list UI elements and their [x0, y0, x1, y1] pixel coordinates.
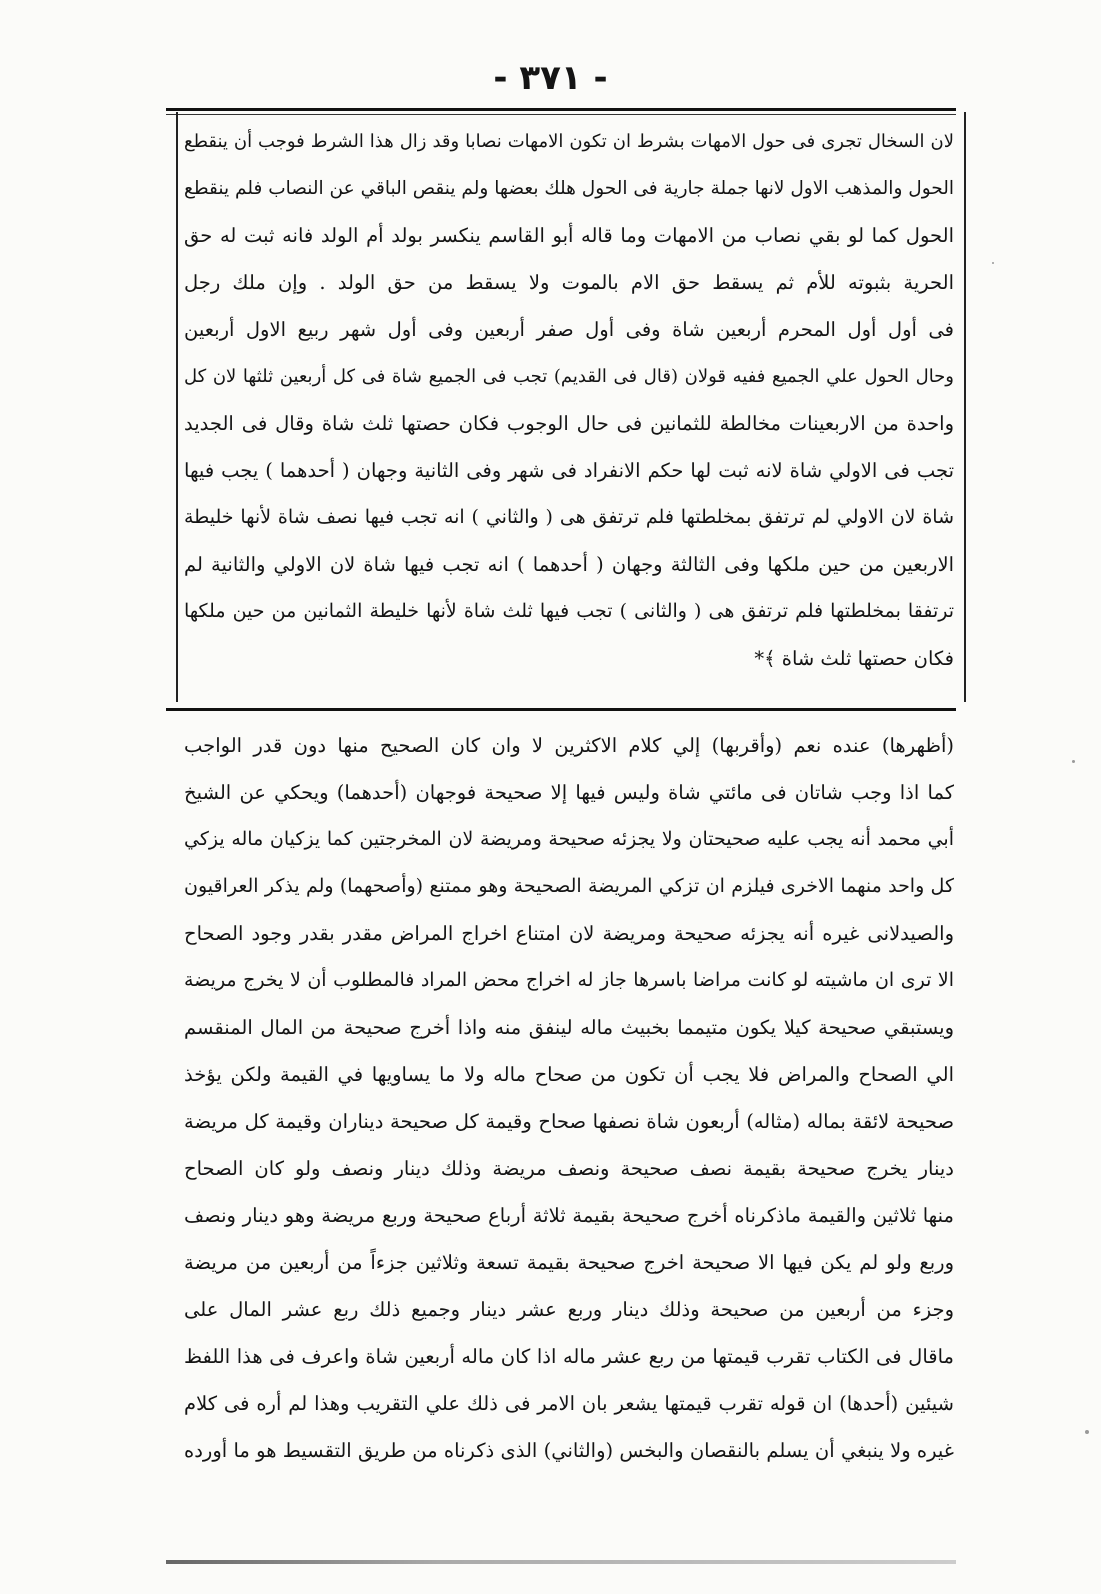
scan-speck	[992, 262, 994, 264]
commentary-line: منها ثلاثين والقيمة ماذكرناه أخرج صحيحة بقيمة ثلاثة أرباع صحيحة وربع مريضة وهو دينار ونصف	[184, 1204, 954, 1227]
commentary-line: وجزء من أربعين من صحيحة وذلك دينار وربع عشر دينار وجميع ذلك ربع عشر المال على	[184, 1298, 954, 1321]
main-text-line: الحول والمذهب الاول لانها جملة جارية فى الحول هلك بعضها ولم ينقص الباقي عن النصاب فلم ينقطع	[184, 178, 954, 199]
section-divider	[166, 708, 956, 711]
bottom-rule	[166, 1560, 956, 1564]
commentary-line: غيره ولا ينبغي أن يسلم بالنقصان والبخس (والثاني) الذى ذكرناه من طريق التقسيط هو ما أورده	[184, 1439, 954, 1462]
commentary-line: أبي محمد أنه يجب عليه صحيحتان ولا يجزئه صحيحة ومريضة لان المخرجتين كما يزكيان ماله يزكي	[184, 828, 954, 850]
scan-speck	[1072, 760, 1075, 763]
main-text-line: الحرية بثبوته للأم ثم يسقط حق الام بالموت ولا يسقط من حق الولد . وإن ملك رجل	[184, 271, 954, 294]
commentary-block	[184, 722, 954, 1474]
main-text-line: الاربعين من حين ملكها وفى الثالثة وجهان ( أحدهما ) انه تجب فيها شاة لان الاولي والثانية لم	[184, 553, 954, 576]
commentary-line: (أظهرها) عنده نعم (وأقربها) إلي كلام الاكثرين لا وان كان الصحيح منها دون قدر الواجب	[184, 734, 954, 757]
commentary-line: والصيدلانى غيره أنه يجزئه صحيحة ومريضة لان امتناع اخراج المراض مقدر بقدر وجود الصحاح	[184, 922, 954, 945]
main-text-block	[184, 118, 954, 682]
commentary-line: ماقال فى الكتاب تقرب قيمتها من ربع عشر ماله اذا كان ماله أربعين شاة واعرف فى هذا اللفظ	[184, 1345, 954, 1368]
commentary-line: ويستبقي صحيحة كيلا يكون متيمما بخبيث ماله لينفق منه واذا أخرج صحيحة من المال المنقسم	[184, 1016, 954, 1039]
main-text-line: الحول كما لو بقي نصاب من الامهات وما قاله أبو القاسم ينكسر بولد أم الولد فانه ثبت له حق	[184, 224, 954, 247]
commentary-line: الي الصحاح والمراض فلا يجب أن تكون من صحاح ماله ولا ما يساويها في القيمة ولكن يؤخذ	[184, 1063, 954, 1086]
main-text-line: شاة لان الاولي لم ترتفق بمخلطتها فلم ترتفق هى ( والثاني ) انه تجب فيها نصف شاة لأنها خليطة	[184, 506, 954, 528]
main-text-line: لان السخال تجرى فى حول الامهات بشرط ان تكون الامهات نصابا وقد زال هذا الشرط فوجب أن ينقطع	[184, 131, 954, 152]
commentary-line: شيئين (أحدها) ان قوله تقرب قيمتها يشعر بان الامر فى ذلك علي التقريب وهذا لم أره فى كلام	[184, 1392, 954, 1415]
commentary-line: كل واحد منهما الاخرى فيلزم ان تزكي المريضة الصحيحة وهو ممتنع (وأصحهما) ولم يذكر العراقيون	[184, 875, 954, 897]
commentary-line: دينار يخرج صحيحة بقيمة نصف صحيحة ونصف مريضة وذلك دينار ونصف ولو كان الصحاح	[184, 1157, 954, 1180]
main-text-line: وحال الحول علي الجميع ففيه قولان (قال فى القديم) تجب فى الجميع شاة فى كل أربعين ثلثها لان كل	[184, 366, 954, 387]
commentary-line: صحيحة لائقة بماله (مثاله) أربعون شاة نصفها صحاح وقيمة كل صحيحة ديناران وقيمة كل مريضة	[184, 1110, 954, 1133]
main-text-line: واحدة من الاربعينات مخالطة للثمانين فى حال الوجوب فكان حصتها ثلث شاة وقال فى الجديد	[184, 412, 954, 435]
main-text-line: فى أول أول المحرم أربعين شاة وفى أول صفر أربعين وفى أول شهر ربيع الاول أربعين	[184, 318, 954, 341]
top-rule	[166, 108, 956, 111]
main-text-line: فكان حصتها ثلث شاة ﴾*	[754, 647, 954, 670]
commentary-line: كما اذا وجب شاتان فى مائتي شاة وليس فيها إلا صحيحة فوجهان (أحدهما) ويحكي عن الشيخ	[184, 781, 954, 804]
scan-speck	[1085, 1430, 1089, 1434]
commentary-line: وربع ولو لم يكن فيها الا صحيحة اخرج صحيحة بقيمة تسعة وثلاثين جزءاً من أربعين من مريضة	[184, 1251, 954, 1274]
main-text-line: تجب فى الاولي شاة لانه ثبت لها حكم الانفراد فى شهر وفى الثانية وجهان ( أحدهما ) يجب فيها	[184, 459, 954, 482]
page-number: - ٣٧١ -	[493, 58, 608, 98]
commentary-line: الا ترى ان ماشيته لو كانت مراضا باسرها جاز له اخراج محض المراد فالمطلوب أن لا يخرج مريضة	[184, 969, 954, 991]
main-text-line: ترتفقا بمخلطتها فلم ترتفق هى ( والثانى ) تجب فيها ثلث شاة لأنها خليطة الثمانين من حين ملكها	[184, 600, 954, 622]
